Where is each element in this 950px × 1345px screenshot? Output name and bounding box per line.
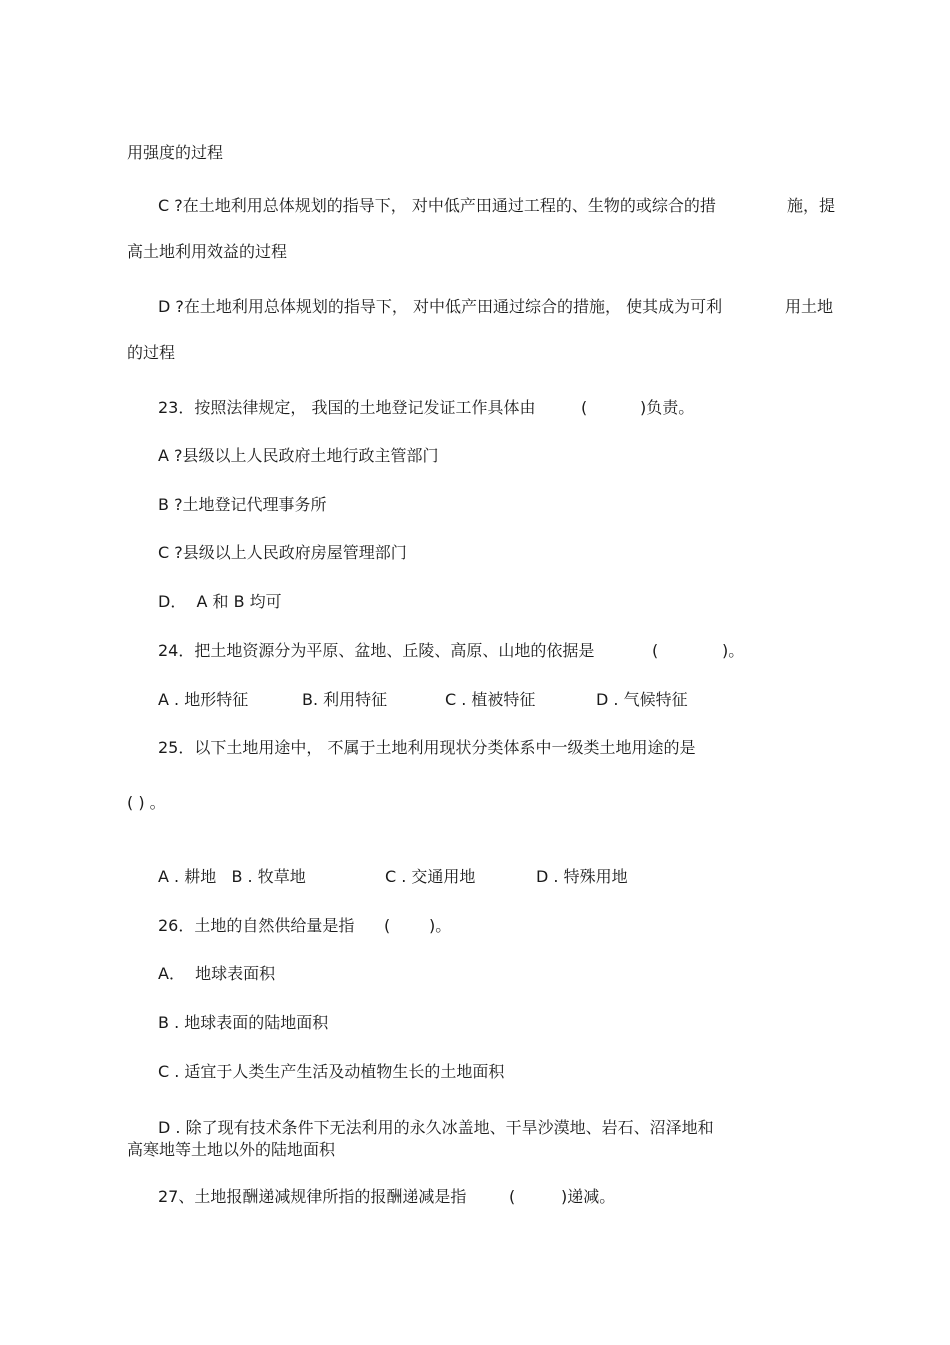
question-23: 23．按照法律规定， 我国的土地登记发证工作具体由 [158,398,536,417]
blank-close: )。 [722,641,745,660]
blank-open: ( [652,641,659,660]
blank-open: ( [509,1187,516,1206]
blank-close: )。 [429,916,452,935]
options-ab: A . 耕地 B . 牧草地 [158,867,306,886]
option-d: D . 气候特征 [596,690,688,709]
blank-close: )递减。 [561,1187,616,1206]
option-c-text-end: 施，提 [787,196,836,215]
option-d: D . 特殊用地 [536,867,628,886]
option-d-text-end: 用土地 [785,297,834,316]
text-line: ( ) 。 [127,793,166,812]
option-a: A . 地形特征 [158,690,249,709]
option-b: B. 利用特征 [302,690,388,709]
option-c: C . 交通用地 [385,867,476,886]
question-24: 24．把土地资源分为平原、盆地、丘陵、高原、山地的依据是 [158,641,595,660]
blank-open: ( [581,398,588,417]
question-27: 27、土地报酬递减规律所指的报酬递减是指 [158,1187,467,1206]
question-25: 25．以下土地用途中， 不属于土地利用现状分类体系中一级类土地用途的是 [158,738,696,757]
option-a: A． 地球表面积 [158,964,276,983]
option-c: C . 适宜于人类生产生活及动植物生长的土地面积 [158,1062,505,1081]
option-d: D . 除了现有技术条件下无法利用的永久冰盖地、干旱沙漠地、岩石、沼泽地和 [158,1118,714,1137]
option-c-text: C ?在土地利用总体规划的指导下， 对中低产田通过工程的、生物的或综合的措 [158,196,716,215]
text-line: 高土地利用效益的过程 [127,242,288,261]
text-line: 高寒地等土地以外的陆地面积 [127,1140,336,1159]
blank-close: )负责。 [640,398,695,417]
text-line: 用强度的过程 [127,143,224,162]
option-a: A ?县级以上人民政府土地行政主管部门 [158,446,439,465]
option-c: C ?县级以上人民政府房屋管理部门 [158,543,407,562]
question-26: 26．土地的自然供给量是指 [158,916,355,935]
option-c: C . 植被特征 [445,690,536,709]
option-d-text: D ?在土地利用总体规划的指导下， 对中低产田通过综合的措施， 使其成为可利 [158,297,723,316]
blank-open: ( [384,916,391,935]
text-line: 的过程 [127,343,176,362]
option-b: B ?土地登记代理事务所 [158,495,327,514]
option-b: B . 地球表面的陆地面积 [158,1013,329,1032]
option-d: D． A 和 B 均可 [158,592,282,611]
